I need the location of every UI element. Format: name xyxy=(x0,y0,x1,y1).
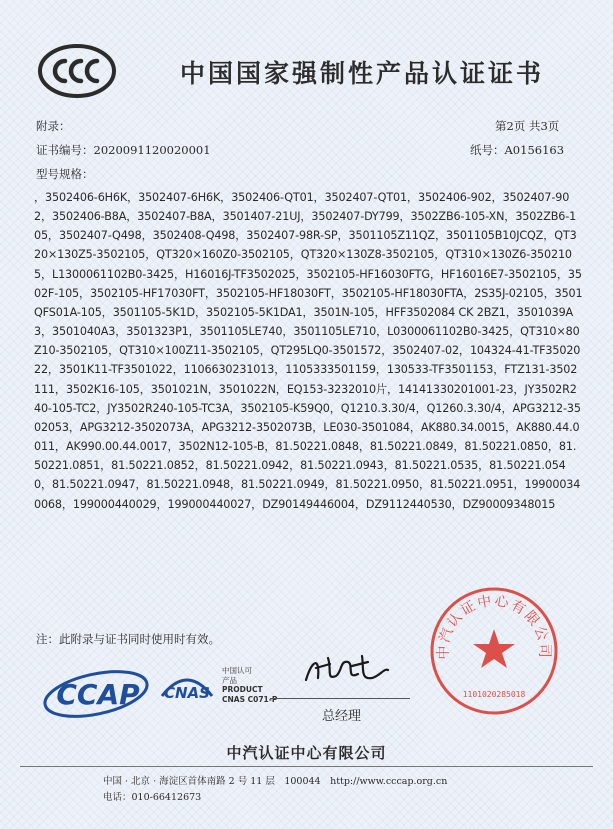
cnas-line-3: PRODUCT xyxy=(222,685,263,694)
seal-number: 1101020285018 xyxy=(462,690,526,699)
validity-note: 注：此附录与证书同时使用时有效。 xyxy=(36,632,220,646)
certificate-number-row xyxy=(36,142,211,158)
paper-number-label: 纸号： xyxy=(470,143,505,157)
model-spec-label: 型号规格： xyxy=(36,167,94,181)
page-info: 第2页 共3页 xyxy=(495,119,560,133)
general-manager-title: 总经理 xyxy=(322,709,362,724)
cnas-line-2: 产品 xyxy=(222,675,237,685)
ccap-logo xyxy=(40,664,158,720)
paper-number-row xyxy=(470,142,564,158)
ccc-logo xyxy=(38,44,116,98)
attachment-label: 附录： xyxy=(36,119,71,133)
seal-ring-text: 中汽认证中心有限公司 xyxy=(435,593,553,660)
cnas-line-1: 中国认可 xyxy=(222,666,252,675)
cnas-line-4: CNAS C071-P xyxy=(222,694,278,704)
certificate-number-label: 证书编号： xyxy=(36,143,94,157)
cnas-text: CNAS xyxy=(164,684,210,702)
footer-divider xyxy=(20,766,593,767)
model-spec-list: ，3502406-6H6K，3502407-6H6K，3502406-QT01，3502407-QT01，3502406-902，3502407-902，3502406-B8A，3502407-B8A，3501407-21UJ，3502407-DY799，3502ZB6-105-XN，3502ZB6-105，3502407-Q498，3502408-Q498，3502407-98R-SP，3501105Z11QZ，3501105B10JCQZ，QT320×130Z5-3502105，QT320×160Z0-3502105，QT320×130Z8-3502105，QT310×130Z6-3502105，L1300061102B0-3425，H16016J-TF3502025，3502105-HF16030FTG，HF16016E7-3502105，3502F-105，3502105-HF17030FT，3502105-HF18030FT，3502105-HF18030FTA，2S35J-02105，3501QFS01A-105，3501105-5K1D，3502105-5K1DA1，3501N-105，HFF3502084 CK 2BZ1，3501039A3，3501040A3，3501323P1，3501105LE740，3501105LE710，L0300061102B0-3425，QT310×80Z10-3502105，QT310×100Z11-3502105，QT295LQ0-3501572，3502407-02，104324-41-TF3502022，3501K11-TF3501022，1106630231013，1105333501159，130533-TF3501153，FTZ131-3502111，3502K16-105，3501021N，3501022N，EQ153-3232010片，14141330201001-23，JY3502R240-105-TC2，JY3502R240-105-TC3A，3502105-K59Q0，Q1210.3.30/4，Q1260.3.30/4，APG3212-3502053，APG3212-3502073A，APG3212-3502073B，LE030-3501084，AK880.34.0015，AK880.44.0011，AK990.00.44.0017，3502N12-105-B，81.50221.0848，81.50221.0849，81.50221.0850，81.50221.0851，81.50221.0852，81.50221.0942，81.50221.0943，81.50221.0535，81.50221.0540，81.50221.0947，81.50221.0948，81.50221.0949，81.50221.0950，81.50221.0951，199000340068，199000440029，199000440027，DZ90149446004，DZ9112440530，DZ90009348015 xyxy=(34,191,583,511)
ccap-text: CCAP xyxy=(56,678,140,711)
company-seal xyxy=(428,585,560,717)
certificate-title: 中国国家强制性产品认证证书 xyxy=(180,59,545,88)
footer-address: 中国 · 北京 · 海淀区首体南路 2 号 11 层 100044 http://www.cccap.org.cn xyxy=(103,776,448,787)
certificate-number: 2020091120020001 xyxy=(93,143,211,157)
footer-telephone: 电话：010-66412673 xyxy=(103,792,202,803)
paper-number: A0156163 xyxy=(504,143,565,157)
cnas-logo xyxy=(158,666,216,704)
issuer-name: 中汽认证中心有限公司 xyxy=(226,744,387,762)
handwritten-signature xyxy=(302,650,392,690)
signature-line xyxy=(270,698,410,699)
